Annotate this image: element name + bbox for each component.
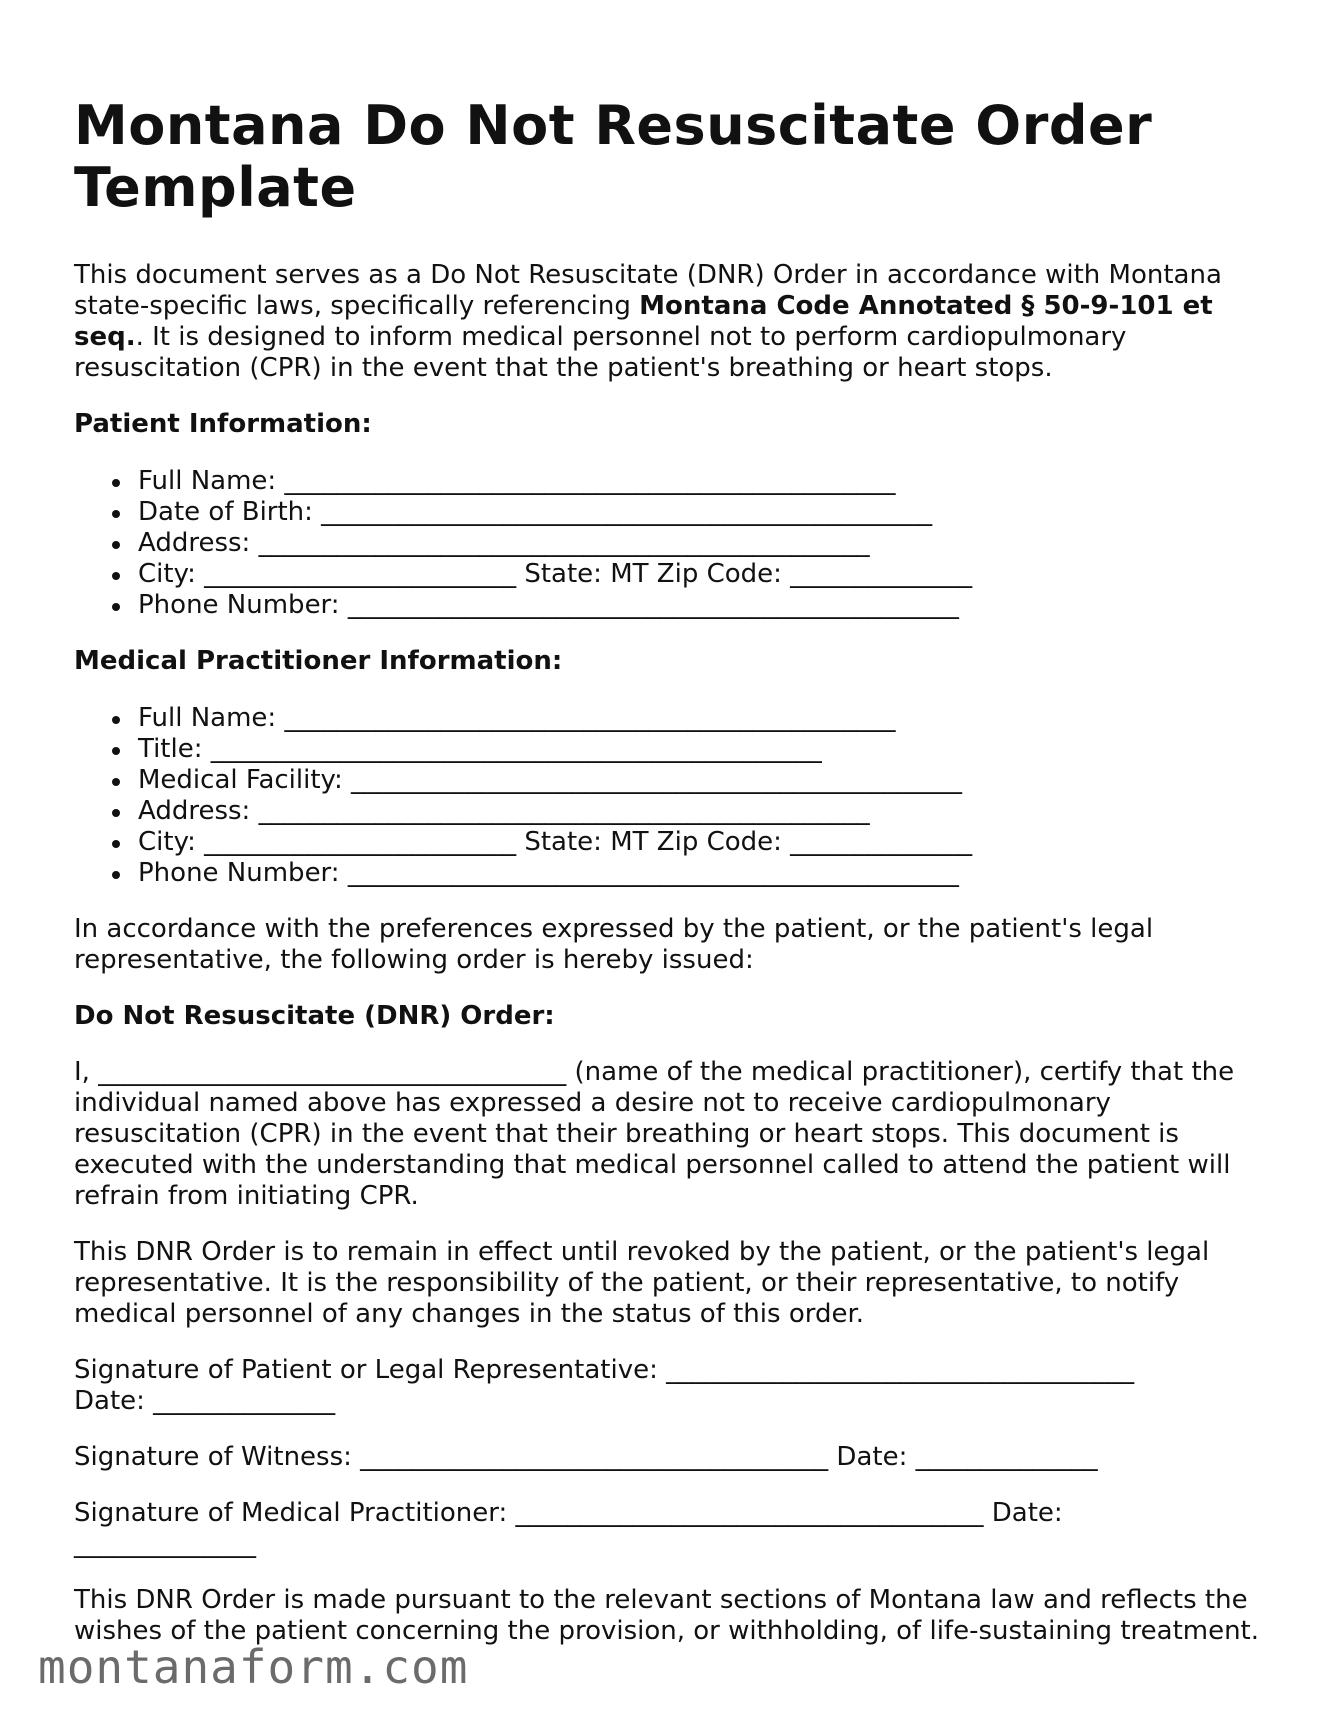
patient-date-of-birth-field: Date of Birth: _______________________________________________ [138, 497, 1264, 528]
effect-paragraph: This DNR Order is to remain in effect until revoked by the patient, or the patient's legal representative. It is the responsibility of the patient, or their representative, to notify medical personnel of any changes in the status of this order. [74, 1237, 1210, 1329]
dnr-order-heading: Do Not Resuscitate (DNR) Order: [74, 1001, 555, 1031]
intro-paragraph [74, 260, 1264, 384]
patient-full-name-field: Full Name: _______________________________________________ [138, 466, 1264, 497]
practitioner-city-state-zip-field: City: ________________________ State: MT Zip Code: ______________ [138, 827, 1264, 858]
patient-phone-field: Phone Number: _______________________________________________ [138, 590, 1264, 621]
patient-signature-line: Signature of Patient or Legal Representative: ____________________________________ [74, 1355, 1135, 1385]
patient-address-field: Address: _______________________________________________ [138, 528, 1264, 559]
site-watermark: montanaform.com [38, 1640, 469, 1694]
witness-signature-line: Signature of Witness: ____________________________________ Date: ______________ [74, 1442, 1098, 1472]
practitioner-full-name-field: Full Name: _______________________________________________ [138, 703, 1264, 734]
patient-info-heading: Patient Information: [74, 409, 372, 439]
closing-paragraph: This DNR Order is made pursuant to the relevant sections of Montana law and reflects the wishes of the patient concerning the provision, or withholding, of life-sustaining treatment. [74, 1585, 1260, 1646]
intro-text: This document serves as a Do Not Resuscitate (DNR) Order in accordance with Montana state-specific laws, specifically referencing [74, 260, 1222, 321]
accordance-paragraph: In accordance with the preferences expressed by the patient, or the patient's legal representative, the following order is hereby issued: [74, 914, 1154, 975]
practitioner-signature-line: Signature of Medical Practitioner: ____________________________________ Date: [74, 1498, 1063, 1528]
statute-reference: Montana Code Annotated § 50-9-101 et seq. [74, 291, 1213, 352]
practitioner-phone-field: Phone Number: _______________________________________________ [138, 858, 1264, 889]
patient-city-state-zip-field: City: ________________________ State: MT Zip Code: ______________ [138, 559, 1264, 590]
patient-signature-date: Date: ______________ [74, 1386, 336, 1416]
document-title: Montana Do Not Resuscitate Order Template [74, 94, 1153, 219]
intro-text-end: . It is designed to inform medical personnel not to perform cardiopulmonary resuscitation (CPR) in the event that the patient's breathing or heart stops. [74, 322, 1127, 383]
practitioner-title-field: Title: _______________________________________________ [138, 734, 1264, 765]
patient-info-list [74, 466, 1264, 621]
practitioner-address-field: Address: _______________________________________________ [138, 796, 1264, 827]
practitioner-signature-block [74, 1498, 1264, 1560]
practitioner-signature-date: ______________ [74, 1529, 256, 1559]
practitioner-info-list [74, 703, 1264, 889]
patient-signature-block [74, 1355, 1264, 1417]
document-page [74, 95, 1264, 1647]
practitioner-info-heading: Medical Practitioner Information: [74, 646, 563, 676]
certification-paragraph: I, ____________________________________ (name of the medical practitioner), certify that the individual named above has expressed a desire not to receive cardiopulmonary resuscitation (CPR) in the event that their breathing or heart stops. This document is executed with the understanding that medical personnel called to attend the patient will refrain from initiating CPR. [74, 1057, 1235, 1211]
practitioner-facility-field: Medical Facility: _______________________________________________ [138, 765, 1264, 796]
